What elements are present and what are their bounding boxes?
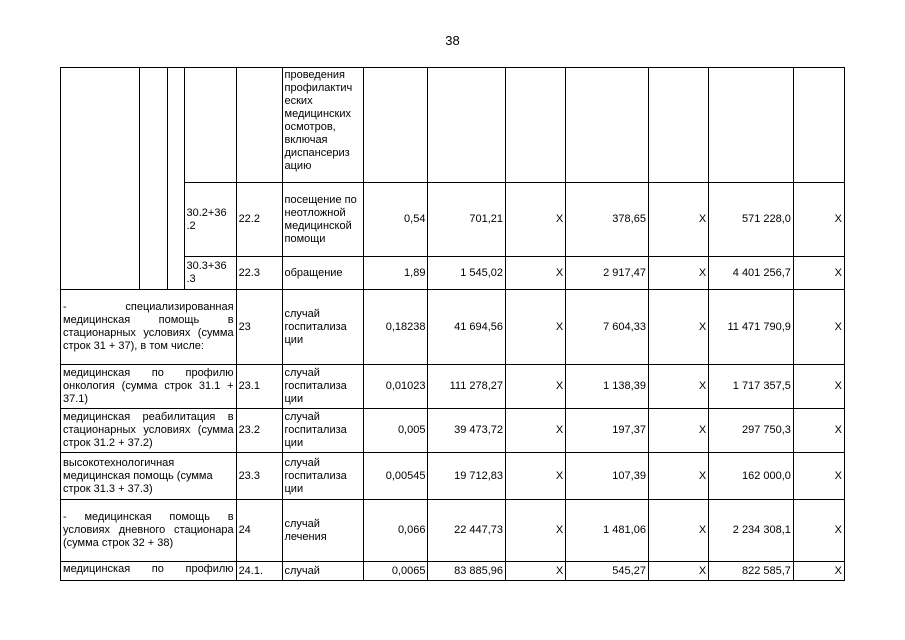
value-cell: X xyxy=(648,257,708,290)
value-cell: X xyxy=(648,183,708,257)
value-cell: 107,39 xyxy=(566,453,649,500)
value-cell: 0,00545 xyxy=(364,453,428,500)
value-cell: X xyxy=(506,183,566,257)
value-cell: 162 000,0 xyxy=(709,453,794,500)
value-cell: X xyxy=(506,409,566,453)
value-cell: 297 750,3 xyxy=(709,409,794,453)
value-cell: 822 585,7 xyxy=(709,562,794,581)
unit-cell: обращение xyxy=(282,257,364,290)
unit-cell: случай лечения xyxy=(282,500,364,562)
value-cell xyxy=(428,68,506,183)
value-cell xyxy=(506,68,566,183)
table-row xyxy=(61,290,845,365)
description-cell: - медицинская помощь в условиях дневного стационара (сумма строк 32 + 38) xyxy=(61,500,237,562)
value-cell: 571 228,0 xyxy=(709,183,794,257)
value-cell: X xyxy=(793,500,844,562)
description-cell: медицинская реабилитация в стационарных условиях (сумма строк 31.2 + 37.2) xyxy=(61,409,237,453)
value-cell: 378,65 xyxy=(566,183,649,257)
unit-cell: случай госпитализа ции xyxy=(282,290,364,365)
unit-cell: случай госпитализа ции xyxy=(282,409,364,453)
empty-cell xyxy=(61,68,140,290)
unit-cell: случай госпитализа ции xyxy=(282,453,364,500)
row-number-cell: 22.3 xyxy=(236,257,282,290)
value-cell: 1,89 xyxy=(364,257,428,290)
row-number-cell: 24 xyxy=(236,500,282,562)
row-number-cell: 23.3 xyxy=(236,453,282,500)
description-text: медицинская по профилю xyxy=(63,563,234,575)
row-number-cell: 24.1. xyxy=(236,562,282,581)
description-cell: медицинская по профилю онкология (сумма строк 31.1 + 37.1) xyxy=(61,365,237,409)
value-cell: 1 481,06 xyxy=(566,500,649,562)
data-table xyxy=(60,67,845,581)
empty-cell xyxy=(139,68,168,290)
value-cell: 7 604,33 xyxy=(566,290,649,365)
value-cell: 0,066 xyxy=(364,500,428,562)
value-cell: 0,18238 xyxy=(364,290,428,365)
value-cell: 1 717 357,5 xyxy=(709,365,794,409)
value-cell: X xyxy=(648,290,708,365)
value-cell: 0,54 xyxy=(364,183,428,257)
row-number-cell: 23 xyxy=(236,290,282,365)
value-cell: 111 278,27 xyxy=(428,365,506,409)
value-cell: X xyxy=(506,365,566,409)
unit-cell: посещение по неотложной медицинской помощи xyxy=(282,183,364,257)
value-cell: 1 138,39 xyxy=(566,365,649,409)
value-cell: X xyxy=(648,453,708,500)
value-cell: X xyxy=(506,562,566,581)
value-cell: X xyxy=(506,453,566,500)
value-cell xyxy=(709,68,794,183)
row-number-cell xyxy=(236,68,282,183)
value-cell: X xyxy=(793,409,844,453)
value-cell: 0,01023 xyxy=(364,365,428,409)
table-row xyxy=(61,365,845,409)
value-cell: X xyxy=(793,562,844,581)
unit-cell: проведения профилактич еских медицинских осмотров, включая диспансериз ацию xyxy=(282,68,364,183)
value-cell: 4 401 256,7 xyxy=(709,257,794,290)
row-number-cell: 22.2 xyxy=(236,183,282,257)
value-cell: 19 712,83 xyxy=(428,453,506,500)
value-cell: 2 917,47 xyxy=(566,257,649,290)
description-cell: - специализированная медицинская помощь в стационарных условиях (сумма строк 31 + 37), в том числе: xyxy=(61,290,237,365)
value-cell xyxy=(566,68,649,183)
value-cell: X xyxy=(506,290,566,365)
value-cell: X xyxy=(648,500,708,562)
value-cell: 83 885,96 xyxy=(428,562,506,581)
value-cell: 545,27 xyxy=(566,562,649,581)
value-cell: 0,0065 xyxy=(364,562,428,581)
table-row xyxy=(61,453,845,500)
description-cell xyxy=(61,562,237,581)
source-rows-cell: 30.2+36 .2 xyxy=(184,183,236,257)
value-cell: 0,005 xyxy=(364,409,428,453)
value-cell: X xyxy=(506,500,566,562)
value-cell: X xyxy=(793,453,844,500)
table-row xyxy=(61,409,845,453)
table-row xyxy=(61,562,845,581)
value-cell: 2 234 308,1 xyxy=(709,500,794,562)
value-cell: X xyxy=(506,257,566,290)
source-rows-cell xyxy=(184,68,236,183)
source-rows-cell: 30.3+36 .3 xyxy=(184,257,236,290)
value-cell: 1 545,02 xyxy=(428,257,506,290)
table-row xyxy=(61,68,845,183)
value-cell xyxy=(364,68,428,183)
value-cell: X xyxy=(793,290,844,365)
value-cell: 22 447,73 xyxy=(428,500,506,562)
description-cell: высокотехнологичная медицинская помощь (сумма строк 31.3 + 37.3) xyxy=(61,453,237,500)
empty-cell xyxy=(168,68,184,290)
value-cell: X xyxy=(648,562,708,581)
row-number-cell: 23.2 xyxy=(236,409,282,453)
value-cell: 11 471 790,9 xyxy=(709,290,794,365)
value-cell: 197,37 xyxy=(566,409,649,453)
value-cell: 39 473,72 xyxy=(428,409,506,453)
value-cell: X xyxy=(793,257,844,290)
value-cell: X xyxy=(793,365,844,409)
value-cell: 41 694,56 xyxy=(428,290,506,365)
row-number-cell: 23.1 xyxy=(236,365,282,409)
value-cell xyxy=(648,68,708,183)
unit-cell: случай госпитализа ции xyxy=(282,365,364,409)
unit-cell: случай xyxy=(282,562,364,581)
value-cell: 701,21 xyxy=(428,183,506,257)
page-number: 38 xyxy=(445,33,460,48)
value-cell: X xyxy=(793,183,844,257)
value-cell: X xyxy=(648,409,708,453)
table-row xyxy=(61,500,845,562)
value-cell xyxy=(793,68,844,183)
value-cell: X xyxy=(648,365,708,409)
